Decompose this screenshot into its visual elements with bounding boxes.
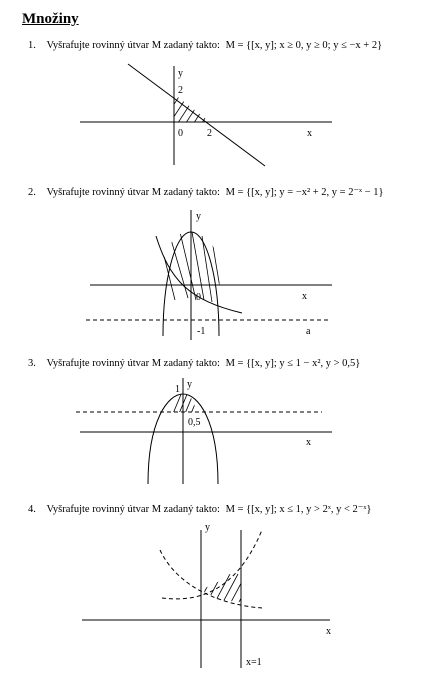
asymptote-name-label: a	[306, 326, 311, 337]
task-4-number: 4.	[28, 504, 36, 515]
task-2-formula: M = {[x, y]; y = −x² + 2, y = 2⁻ˣ − 1}	[225, 187, 384, 198]
task-2-statement	[28, 186, 384, 198]
hatched-region	[198, 574, 254, 604]
y-axis-label: y	[187, 379, 192, 390]
task-4-statement	[28, 503, 371, 515]
origin-label: 0	[178, 128, 183, 139]
task-1-text: Vyšrafujte rovinný útvar M zadaný takto:	[46, 40, 220, 51]
x-axis-label: x	[306, 437, 311, 448]
task-1-number: 1.	[28, 40, 36, 51]
vertex-value-label: 1	[175, 384, 180, 395]
vertical-line-label: x=1	[246, 657, 262, 668]
line-y-minus-x-plus-2	[128, 64, 265, 166]
page-title: Množiny	[22, 11, 79, 27]
curve-2-to-x-dashed	[162, 530, 262, 599]
task-1-statement	[28, 40, 382, 51]
origin-label: 0	[196, 292, 201, 303]
task-3-formula: M = {[x, y]; y ≤ 1 − x², y > 0,5}	[225, 358, 361, 369]
task-2-number: 2.	[28, 187, 36, 198]
task-3-text: Vyšrafujte rovinný útvar M zadaný takto:	[46, 358, 220, 369]
x-intercept-label: 2	[207, 128, 212, 139]
x-axis-label: x	[307, 128, 312, 139]
line-value-label: 0,5	[188, 417, 201, 428]
x-axis-label: x	[302, 291, 307, 302]
task-3-statement	[28, 358, 360, 369]
y-intercept-label: 2	[178, 85, 183, 96]
task-3-figure	[0, 374, 441, 486]
task-4-text: Vyšrafujte rovinný útvar M zadaný takto:	[46, 504, 220, 515]
y-axis-label: y	[205, 522, 210, 533]
task-4-formula: M = {[x, y]; x ≤ 1, y > 2ˣ, y < 2⁻ˣ}	[225, 504, 372, 515]
task-3-number: 3.	[28, 358, 36, 369]
task-4-figure	[0, 516, 441, 691]
asymptote-value-label: -1	[197, 326, 206, 337]
task-1-figure	[0, 55, 441, 180]
y-axis-label: y	[178, 68, 183, 79]
y-axis-label: y	[196, 211, 201, 222]
task-1-formula: M = {[x, y]; x ≥ 0, y ≥ 0; y ≤ −x + 2}	[225, 40, 383, 51]
task-2-figure	[0, 200, 441, 350]
x-axis-label: x	[326, 626, 331, 637]
task-2-text: Vyšrafujte rovinný útvar M zadaný takto:	[46, 187, 220, 198]
